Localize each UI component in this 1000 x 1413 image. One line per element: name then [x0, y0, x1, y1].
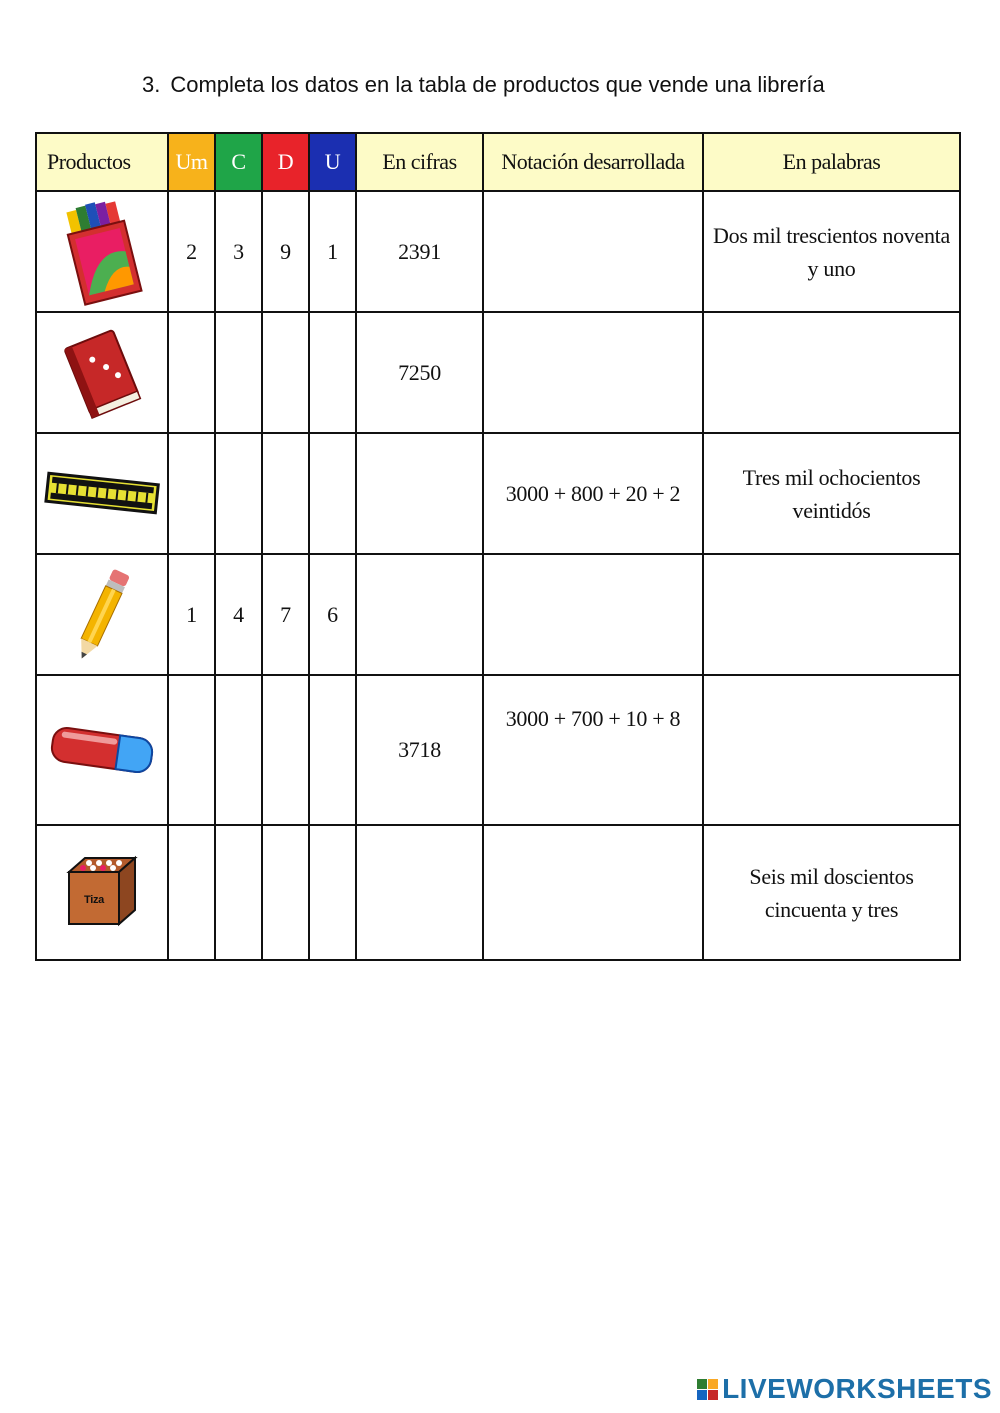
cell-c[interactable]: 4 [215, 554, 262, 675]
pencil-icon [67, 560, 137, 670]
cell-um[interactable] [168, 312, 215, 433]
cell-notacion[interactable] [483, 191, 703, 312]
cell-u[interactable] [309, 825, 356, 960]
words-line-2: y uno [807, 255, 856, 281]
cell-en-palabras[interactable] [703, 312, 960, 433]
table-row [36, 825, 960, 960]
words-line-2: veintidós [792, 497, 871, 523]
eraser-icon [46, 715, 158, 785]
cell-en-palabras[interactable] [703, 825, 960, 960]
cell-um[interactable] [168, 825, 215, 960]
cell-notacion[interactable] [483, 825, 703, 960]
cell-c[interactable]: 3 [215, 191, 262, 312]
liveworksheets-brand[interactable] [697, 1373, 992, 1405]
header-notacion: Notación desarrollada [483, 133, 703, 191]
words-line-1: Dos mil trescientos noventa [713, 222, 950, 248]
cell-d[interactable] [262, 675, 309, 825]
chalk-box-label: Tiza [84, 893, 104, 906]
product-cell [36, 675, 168, 825]
words-line-1: Seis mil doscientos [749, 863, 914, 889]
cell-u[interactable]: 1 [309, 191, 356, 312]
products-table [35, 132, 961, 961]
cell-en-cifras[interactable]: 2391 [356, 191, 483, 312]
cell-en-palabras[interactable] [703, 554, 960, 675]
table-row [36, 675, 960, 825]
cell-d[interactable] [262, 825, 309, 960]
cell-d[interactable]: 9 [262, 191, 309, 312]
cell-notacion[interactable]: 3000 + 700 + 10 + 8 [483, 675, 703, 825]
cell-c[interactable] [215, 675, 262, 825]
header-um: Um [168, 133, 215, 191]
cell-c[interactable] [215, 825, 262, 960]
table-row [36, 554, 960, 675]
header-row [36, 133, 960, 191]
cell-d[interactable] [262, 312, 309, 433]
table-row [36, 312, 960, 433]
header-en-cifras: En cifras [356, 133, 483, 191]
cell-d[interactable] [262, 433, 309, 554]
cell-um[interactable] [168, 675, 215, 825]
cell-en-cifras[interactable]: 3718 [356, 675, 483, 825]
cell-um[interactable]: 2 [168, 191, 215, 312]
cell-d[interactable]: 7 [262, 554, 309, 675]
table-row [36, 433, 960, 554]
product-cell [36, 554, 168, 675]
cell-en-cifras[interactable]: 7250 [356, 312, 483, 433]
words-line-2: cincuenta y tres [764, 896, 899, 922]
cell-c[interactable] [215, 433, 262, 554]
cell-u[interactable] [309, 433, 356, 554]
cell-u[interactable] [309, 675, 356, 825]
instruction [142, 72, 825, 98]
product-cell [36, 191, 168, 312]
product-cell [36, 312, 168, 433]
cell-um[interactable] [168, 433, 215, 554]
cell-en-cifras[interactable] [356, 554, 483, 675]
product-cell [36, 433, 168, 554]
cell-en-palabras[interactable] [703, 675, 960, 825]
chalk-box-icon [57, 848, 147, 938]
cell-c[interactable] [215, 312, 262, 433]
words-line-1: Tres mil ochocientos [742, 464, 921, 490]
header-c: C [215, 133, 262, 191]
cell-notacion[interactable]: 3000 + 800 + 20 + 2 [483, 433, 703, 554]
cell-u[interactable]: 6 [309, 554, 356, 675]
cell-notacion[interactable] [483, 312, 703, 433]
product-cell [36, 825, 168, 960]
liveworksheets-logo-icon [697, 1379, 718, 1400]
instruction-text: Completa los datos en la tabla de productos que vende una librería [170, 72, 825, 97]
cell-en-palabras[interactable] [703, 191, 960, 312]
colored-pencils-box-icon [57, 197, 147, 307]
table-row [36, 191, 960, 312]
header-u: U [309, 133, 356, 191]
cell-um[interactable]: 1 [168, 554, 215, 675]
cell-u[interactable] [309, 312, 356, 433]
ruler-icon [43, 459, 161, 529]
cell-en-cifras[interactable] [356, 825, 483, 960]
header-productos: Productos [36, 133, 168, 191]
red-book-icon [52, 323, 152, 423]
cell-en-cifras[interactable] [356, 433, 483, 554]
brand-text: LIVEWORKSHEETS [722, 1373, 992, 1404]
cell-en-palabras[interactable] [703, 433, 960, 554]
instruction-number: 3. [142, 72, 161, 97]
cell-notacion[interactable] [483, 554, 703, 675]
header-d: D [262, 133, 309, 191]
header-en-palabras: En palabras [703, 133, 960, 191]
